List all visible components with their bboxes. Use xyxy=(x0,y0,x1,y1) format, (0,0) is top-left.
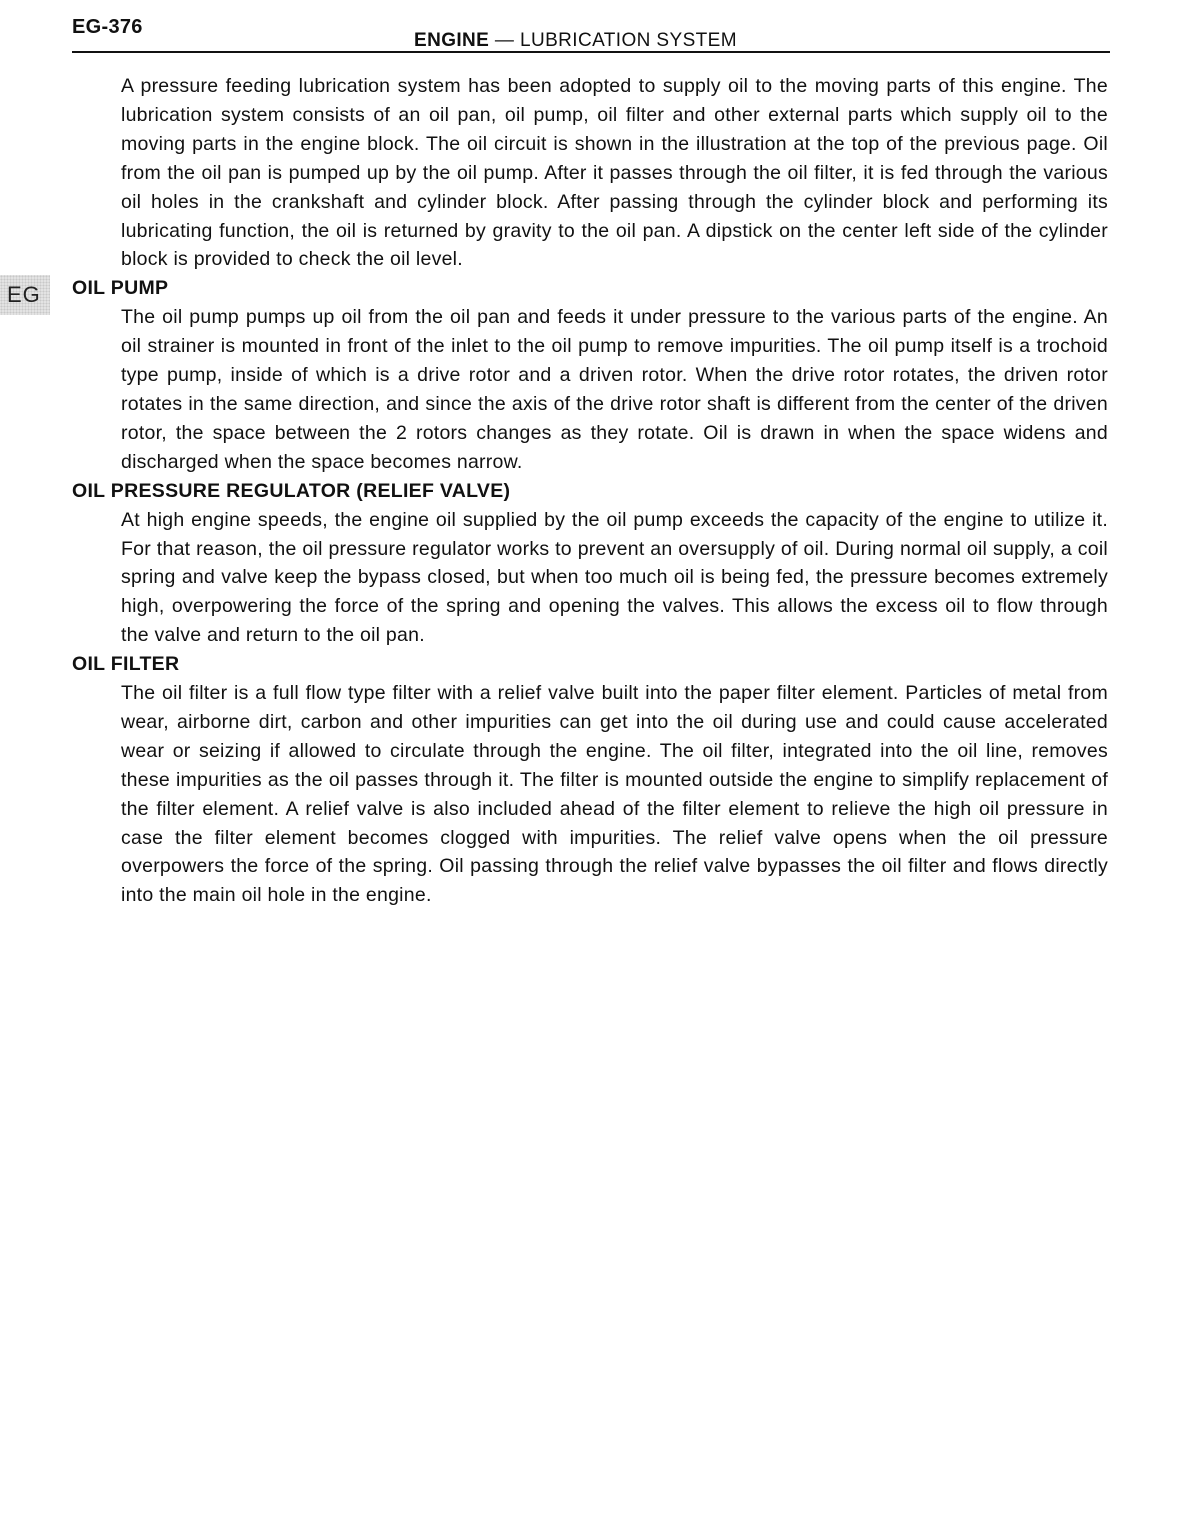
paragraph-oil-filter: The oil filter is a full flow type filter with a relief valve built into the paper filter element. Particles of metal from wear, airborne dirt, carbon and other impurities can get into the oil during use and could cause accelerated wear or seizing if allowed to circulate through the engine. The oil filter, integrated into the oil line, removes these impurities as the oil passes through it. The filter is mounted outside the engine to simplify replacement of the filter element. A relief valve is also included ahead of the filter element to relieve the high oil pressure in case the filter element becomes clogged with impurities. The relief valve opens when the oil pressure overpowers the force of the spring. Oil passing through the relief valve bypasses the oil filter and flows directly into the main oil hole in the engine. xyxy=(121,682,1108,907)
heading-oil-pressure-regulator: OIL PRESSURE REGULATOR (RELIEF VALVE) xyxy=(72,479,511,502)
page-number: EG-376 xyxy=(72,16,143,38)
running-header-separator: — xyxy=(489,30,521,51)
header-rule xyxy=(72,51,1110,53)
running-header-title: LUBRICATION SYSTEM xyxy=(520,30,737,51)
document-body xyxy=(72,72,1108,910)
running-header-section: ENGINE xyxy=(414,30,490,51)
side-tab-label: EG xyxy=(7,282,41,307)
running-header xyxy=(414,30,737,52)
heading-oil-filter: OIL FILTER xyxy=(72,653,180,676)
side-tab xyxy=(0,275,50,315)
paragraph-oil-pump: The oil pump pumps up oil from the oil pan and feeds it under pressure to the various parts of the engine. An oil strainer is mounted in front of the inlet to the oil pump to remove impurities. The oil pump itself is a trochoid type pump, inside of which is a drive rotor and a driven rotor. When the drive rotor rotates, the driven rotor rotates in the same direction, and since the axis of the drive rotor shaft is different from the center of the driven rotor, the space between the 2 rotors changes as they rotate. Oil is drawn in when the space widens and discharged when the space becomes narrow. xyxy=(121,306,1108,473)
paragraph-oil-pressure-regulator: At high engine speeds, the engine oil supplied by the oil pump exceeds the capacity of the engine to utilize it. For that reason, the oil pressure regulator works to prevent an oversupply of oil. During normal oil supply, a coil spring and valve keep the bypass closed, but when too much oil is being fed, the pressure becomes extremely high, overpowering the force of the spring and opening the valves. This allows the excess oil to flow through the valve and return to the oil pan. xyxy=(121,508,1108,647)
intro-paragraph: A pressure feeding lubrication system has been adopted to supply oil to the moving parts of this engine. The lubrication system consists of an oil pan, oil pump, oil filter and other external parts which supply oil to the moving parts in the engine block. The oil circuit is shown in the illustration at the top of the previous page. Oil from the oil pan is pumped up by the oil pump. After it passes through the oil filter, it is fed through the various oil holes in the crankshaft and cylinder block. After passing through the cylinder block and performing its lubricating function, the oil is returned by gravity to the oil pan. A dipstick on the center left side of the cylinder block is provided to check the oil level. xyxy=(121,75,1108,271)
heading-oil-pump: OIL PUMP xyxy=(72,277,169,300)
